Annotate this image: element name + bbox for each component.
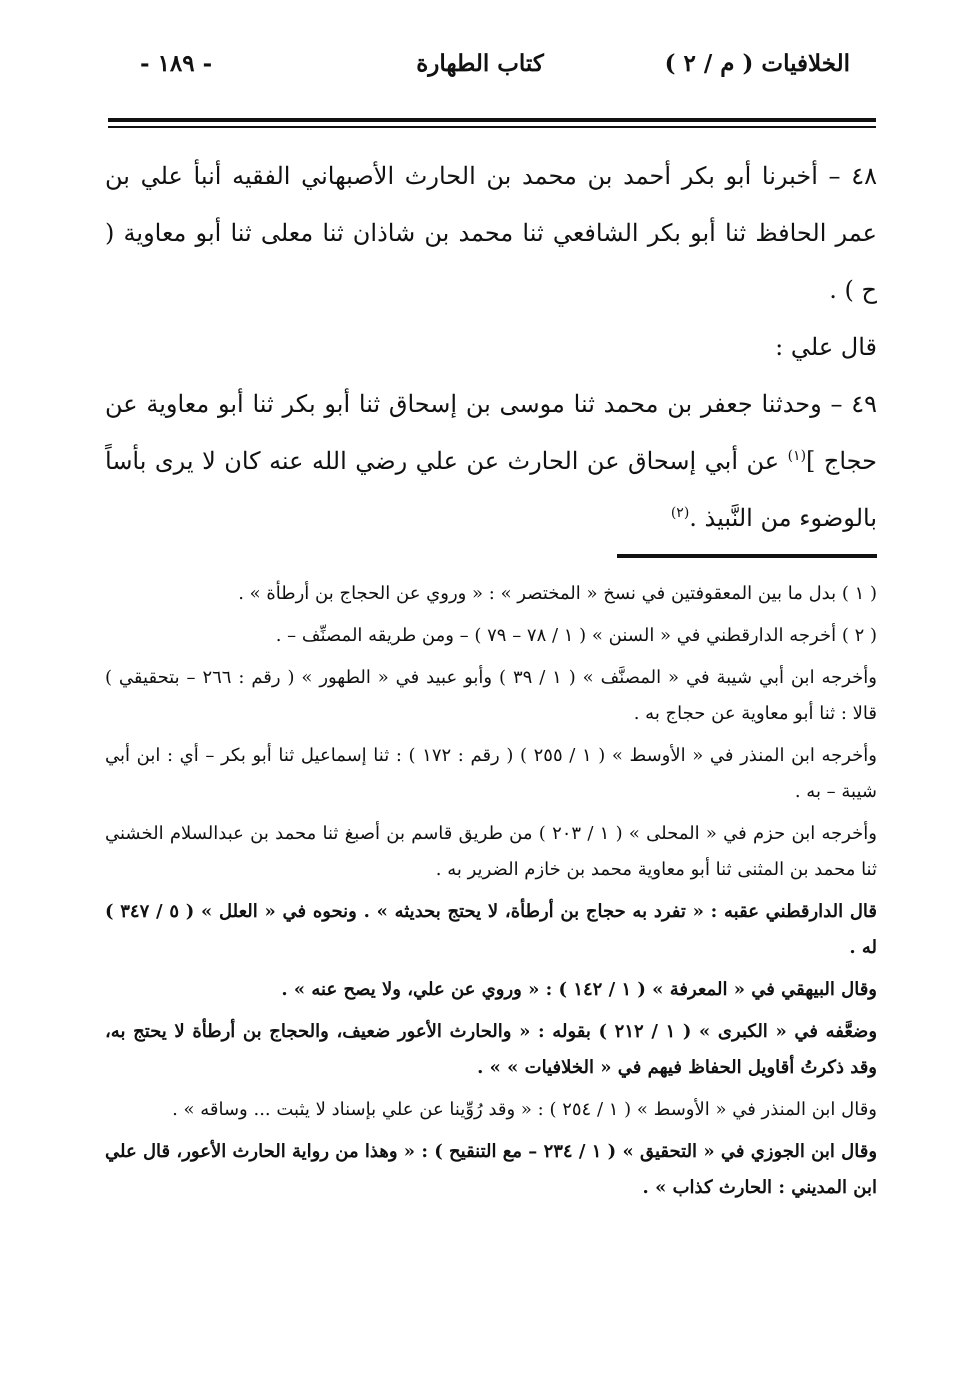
- footnote-2-ibn-abi-shayba: وأخرجه ابن أبي شيبة في « المصنَّف » ( ١ / ٣٩ ) وأبو عبيد في « الطهور » ( رقم : ٢٦٦ – بتحقيقي ) قالا : ثنا أبو معاوية عن حجاج به .: [105, 667, 877, 724]
- footnote-2-ibn-al-mundhir-awsat: وقال ابن المنذر في « الأوسط » ( ١ / ٢٥٤ ) : « وقد رُوِّينا عن علي بإسناد لا يثبت ... وساقه » .: [172, 1099, 877, 1120]
- footnote-2-daraqutni-comment: قال الدارقطني عقبه : « تفرد به حجاج بن أرطأة، لا يحتج بحديثه » . ونحوه في « العلل » ( ٥ / ٣٤٧ ) له .: [105, 901, 877, 958]
- footnote-2-ibn-al-jawzi: وقال ابن الجوزي في « التحقيق » ( ١ / ٢٣٤ – مع التنقيح ) : « وهذا من رواية الحارث الأعور، قال علي ابن المديني : الحارث كذاب » .: [105, 1141, 878, 1198]
- footnote-separator: [617, 554, 877, 558]
- header-rule-thin: [108, 126, 876, 128]
- footnote-ref-1[interactable]: (١): [787, 448, 807, 464]
- footnote-2-ibn-hazm: وأخرجه ابن حزم في « المحلى » ( ١ / ٢٠٣ ) من طريق قاسم بن أصبغ ثنا محمد بن عبدالسلام الخشني ثنا محمد بن المثنى ثنا أبو معاوية محمد بن خازم الضرير به .: [105, 823, 877, 880]
- footnote-ref-2[interactable]: (٢): [670, 505, 690, 521]
- footnote-1: ( ١ ) بدل ما بين المعقوفتين في نسخ « المختصر » : « وروي عن الحجاج بن أرطأة » .: [238, 583, 877, 604]
- hadith-49: [105, 376, 877, 547]
- main-text: [105, 148, 877, 547]
- page-header: [110, 40, 850, 90]
- chapter-title: كتاب الطهارة: [416, 50, 544, 77]
- book-title: الخلافيات ( م / ٢ ): [664, 50, 850, 77]
- footnote-2-ibn-al-mundhir: وأخرجه ابن المنذر في « الأوسط » ( ١ / ٢٥٥ ) ( رقم : ١٧٢ ) : ثنا إسماعيل ثنا أبو بكر – أي : ابن أبي شيبة – به .: [105, 745, 878, 802]
- header-rule-thick: [108, 118, 876, 122]
- footnote-2-bayhaqi-marifa: وقال البيهقي في « المعرفة » ( ١ / ١٤٢ ) : « وروي عن علي، ولا يصح عنه » .: [281, 979, 877, 1000]
- hadith-49-part-2: عن أبي إسحاق عن الحارث عن علي رضي الله عنه كان لا يرى بأساً بالوضوء من النَّبيذ .: [105, 447, 877, 532]
- footnote-2-bayhaqi-kubra: وضعَّفه في « الكبرى » ( ١ / ٢١٢ ) بقوله : « والحارث الأعور ضعيف، والحجاج بن أرطأة لا يحتج به، وقد ذكرتُ أقاويل الحفاظ فيهم في « الخلافيات » » .: [105, 1021, 878, 1078]
- hadith-49-part-1: ٤٩ – وحدثنا جعفر بن محمد ثنا موسى بن إسحاق ثنا أبو بكر ثنا أبو معاوية عن حجاج ]: [105, 390, 878, 475]
- hadith-48: ٤٨ – أخبرنا أبو بكر أحمد بن محمد بن الحارث الأصبهاني الفقيه أنبأ علي بن عمر الحافظ ثنا أبو بكر الشافعي ثنا محمد بن شاذان ثنا معلى ثنا أبو معاوية ( ح ) .: [105, 162, 877, 304]
- footnote-2: ( ٢ ) أخرجه الدارقطني في « السنن » ( ١ / ٧٨ – ٧٩ ) – ومن طريقه المصنِّف – .: [275, 625, 877, 646]
- qala-ali: قال علي :: [775, 333, 877, 361]
- footnotes: [105, 576, 877, 1212]
- page-number: - ١٨٩ -: [140, 50, 213, 77]
